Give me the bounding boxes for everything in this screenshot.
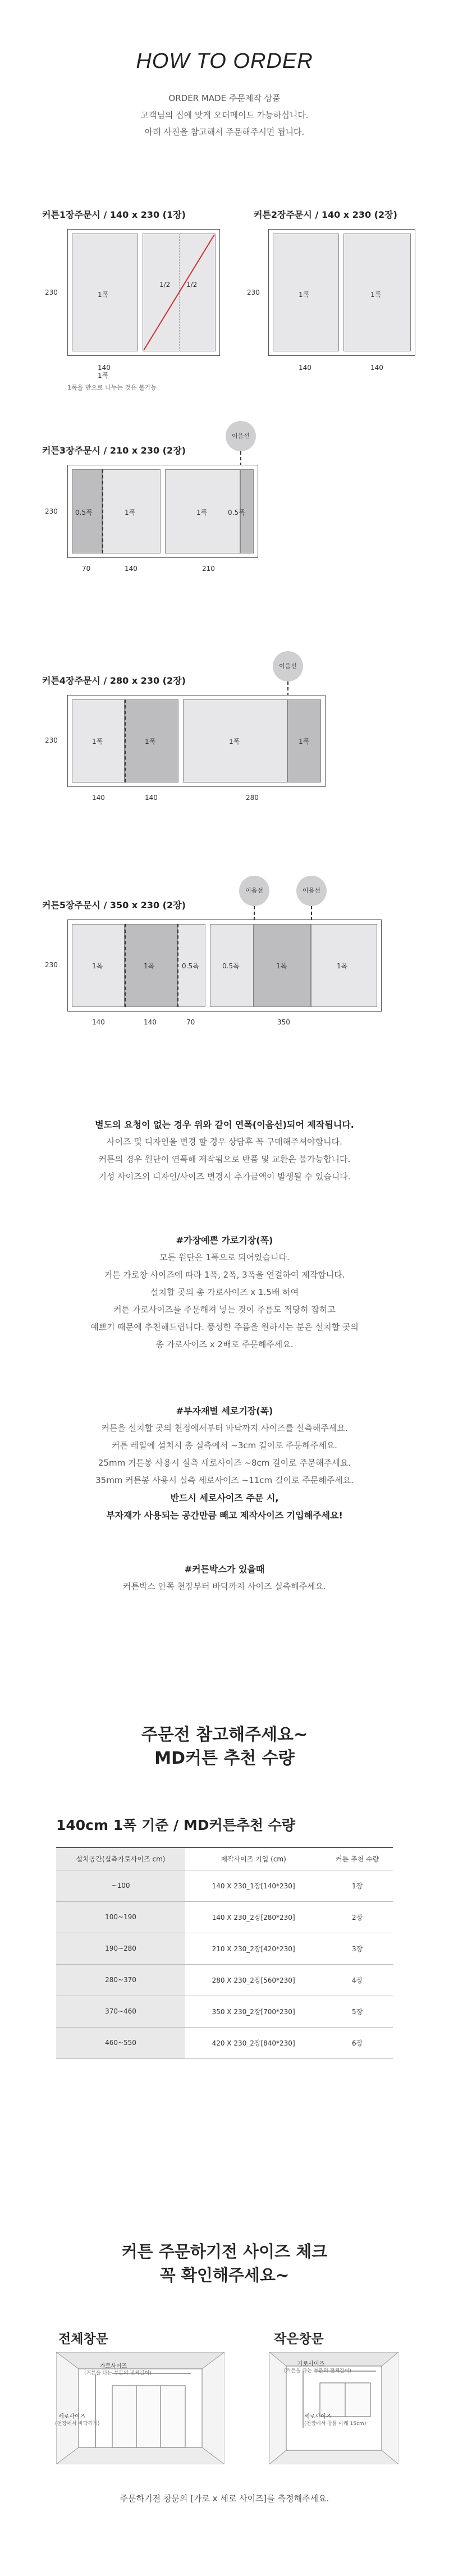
diagram-5-width-1: 140 [92, 1018, 105, 1026]
notes-height [0, 1402, 449, 1524]
notes-line: 35mm 커튼봉 사용시 실측 세로사이즈 ~11cm 길이로 주문해주세요. [95, 1475, 354, 1485]
diagram-3-width-2: 140 [125, 565, 138, 573]
small-horiz-note: (커튼을 다는 부분의 전체길이) [284, 2368, 351, 2374]
small-vert-note: (천장에서 창틀 아래 15cm) [304, 2421, 366, 2427]
recommend-heading-line: MD커튼 추천 수량 [154, 1749, 295, 1768]
diagram-3-title: 커튼3장주문시 / 210 x 230 (2장) [42, 445, 186, 456]
diagram-4-join-marker: 이음선 [273, 651, 303, 681]
diagram-2-title: 커튼2장주문시 / 140 x 230 (2장) [254, 209, 397, 220]
diagram-5-height: 230 [45, 961, 58, 969]
diagram-2-height: 230 [247, 289, 260, 296]
diagram-5-half-label: 0.5폭 [182, 962, 199, 970]
table-cell: 350 X 230_2장[700*230] [185, 1996, 322, 2027]
diagram-3-width-1: 70 [82, 565, 91, 573]
notes-line: 커튼의 경우 원단이 연폭해 제작됨으로 반품 및 교환은 불가능합니다. [98, 1154, 351, 1164]
small-horiz-label: 가로사이즈 [297, 2361, 325, 2367]
small-window-title: 작은창문 [274, 2332, 324, 2346]
check-heading [0, 2240, 449, 2287]
diagram-2-panel-label: 1폭 [370, 291, 382, 299]
page-title: HOW TO ORDER [136, 49, 313, 73]
diagram-5-width-3: 70 [186, 1018, 195, 1026]
diagram-4-full-label: 1폭 [299, 738, 310, 745]
notes-line: 설치할 곳의 총 가로사이즈 x 1.5배 하여 [150, 1287, 299, 1297]
notes-width [0, 1232, 449, 1353]
diagram-5-seam [125, 924, 126, 1007]
diagram-5-join-marker-2: 이음선 [296, 876, 327, 906]
diagram-3-half-label: 0.5폭 [228, 509, 245, 516]
table-cell: 140 X 230_1장[140*230] [185, 1870, 322, 1901]
table-cell: 190~280 [56, 1933, 185, 1964]
diagram-4-full-label: 1폭 [92, 738, 103, 745]
diagram-5-width-2: 140 [144, 1018, 157, 1026]
table-header: 설치공간(실측가로사이즈 cm) [56, 1847, 185, 1870]
diagram-3-full-label: 1폭 [196, 509, 208, 516]
diagram-1-title: 커튼1장주문시 / 140 x 230 (1장) [42, 209, 186, 220]
table-row [56, 1901, 393, 1933]
check-heading-line: 커튼 주문하기전 사이즈 체크 [121, 2242, 328, 2261]
table-row [56, 1933, 393, 1964]
diagram-1-half-label: 1/2 [159, 281, 171, 289]
table-cell: 4장 [322, 1964, 393, 1996]
diagram-4-height: 230 [45, 736, 58, 744]
table-cell: ~100 [56, 1870, 185, 1901]
table-cell: 210 X 230_2장[420*230] [185, 1933, 322, 1964]
full-vert-label: 세로사이즈 [58, 2414, 86, 2420]
notes-line: 25mm 커튼봉 사용시 실측 세로사이즈 ~8cm 길이로 주문해주세요. [98, 1458, 351, 1468]
diagram-4-width-3: 280 [246, 794, 259, 802]
diagram-3-width-3: 210 [202, 565, 215, 573]
diagram-4-full-label: 1폭 [229, 738, 240, 745]
full-horiz-label: 가로사이즈 [100, 2363, 127, 2369]
table-cell: 140 X 230_2장[280*230] [185, 1901, 322, 1933]
table-row [56, 1964, 393, 1996]
diagram-3-half-label: 0.5폭 [75, 509, 93, 516]
diagram-2-panel-label: 1폭 [299, 291, 310, 299]
diagram-5-full-label: 1폭 [276, 962, 287, 970]
diagram-1-cross-mark [143, 234, 216, 351]
diagram-3-height: 230 [45, 507, 58, 515]
table-cell: 3장 [322, 1933, 393, 1964]
table-cell: 420 X 230_2장[840*230] [185, 2027, 322, 2058]
diagram-1-height: 230 [45, 289, 58, 296]
recommend-heading-line: 주문전 참고해주세요~ [141, 1725, 308, 1745]
notes-line: 사이즈 및 디자인을 변경 할 경우 상담후 꼭 구매해주셔야합니다. [107, 1137, 342, 1147]
recommend-heading [0, 1723, 449, 1770]
check-heading-line: 꼭 확인해주세요~ [159, 2266, 290, 2285]
table-cell: 280~370 [56, 1964, 185, 1996]
intro-line: 고객님의 집에 맞게 오더메이드 가능하십니다. [140, 110, 309, 120]
full-vert-note: (천장에서 바닥까지) [55, 2421, 100, 2427]
diagram-5-full-label: 1폭 [92, 962, 103, 970]
diagram-5-full-label: 1폭 [337, 962, 348, 970]
notes-line: 모든 원단은 1폭으로 되어있습니다. [159, 1252, 290, 1262]
table-row [56, 1996, 393, 2027]
table-cell: 460~550 [56, 2027, 185, 2058]
table-cell: 1장 [322, 1870, 393, 1901]
diagram-5-join-marker-1: 이음선 [239, 876, 269, 906]
full-horiz-note: (커튼을 다는 부분의 전체길이) [84, 2371, 152, 2376]
diagram-5-width-4: 350 [277, 1018, 290, 1026]
measure-caption: 주문하기전 창문의 [가로 x 세로 사이즈]를 측정해주세요. [120, 2493, 329, 2504]
recommend-table [56, 1847, 393, 2059]
notes-height-heading: #부자재별 세로기장(폭) [176, 1406, 273, 1416]
diagram-1-panel-label: 1폭 [98, 291, 109, 299]
diagram-1-half-label: 1/2 [186, 281, 198, 289]
notes-box [0, 1561, 449, 1595]
table-row [56, 2027, 393, 2058]
diagram-4-width-1: 140 [92, 794, 105, 802]
diagram-5-seam [177, 924, 178, 1007]
table-cell: 280 X 230_2장[560*230] [185, 1964, 322, 1996]
table-cell: 6장 [322, 2027, 393, 2058]
notes-line: 커튼박스 안쪽 천장부터 바닥까지 사이즈 실측해주세요. [123, 1581, 326, 1591]
diagram-4-seam [125, 699, 126, 783]
diagram-1-note: 1폭을 반으로 나누는 것은 불가능 [67, 384, 157, 391]
diagram-5-full-label: 1폭 [144, 962, 155, 970]
notes-box-heading: #커튼박스가 있을때 [184, 1564, 265, 1575]
diagram-3-join-marker: 이음선 [226, 421, 256, 451]
notes-general-heading: 별도의 요청이 없는 경우 위와 같이 연폭(이음선)되어 제작됩니다. [95, 1119, 354, 1130]
notes-line: 기성 사이즈외 디자인/사이즈 변경시 추가금액이 발생될 수 있습니다. [98, 1172, 351, 1182]
table-cell: 2장 [322, 1901, 393, 1933]
table-header-row [56, 1847, 393, 1870]
diagram-1-width: 140 [98, 364, 111, 372]
diagram-2-width-1: 140 [299, 364, 311, 372]
notes-height-warning: 부자재가 사용되는 공간만큼 빼고 제작사이즈 기입해주세요! [106, 1510, 343, 1521]
diagram-2-width-2: 140 [370, 364, 383, 372]
diagram-1-width-unit: 1폭 [98, 372, 109, 379]
notes-height-warning: 반드시 세로사이즈 주문 시, [170, 1493, 279, 1503]
diagram-4-full-label: 1폭 [145, 738, 156, 745]
intro-line: ORDER MADE 주문제작 상품 [168, 93, 281, 103]
diagram-4-width-2: 140 [145, 794, 158, 802]
diagram-5-half-label: 0.5폭 [222, 962, 240, 970]
intro-line: 아래 사진을 참고해서 주문해주시면 됩니다. [144, 127, 305, 137]
diagram-3-full-label: 1폭 [125, 509, 136, 516]
recommend-table-title: 140cm 1폭 기준 / MD커튼추천 수량 [56, 1817, 296, 1833]
table-header: 커튼 추천 수량 [322, 1847, 393, 1870]
notes-line: 커튼 가로창 사이즈에 따라 1폭, 2폭, 3폭을 연결하여 제작합니다. [104, 1270, 345, 1280]
notes-width-heading: #가장예쁜 가로기장(폭) [176, 1235, 273, 1246]
notes-line: 총 가로사이즈 x 2배로 주문해주세요. [155, 1339, 294, 1349]
diagram-3-seam [102, 469, 103, 553]
notes-line: 커튼을 설치할 곳의 천정에서부터 바닥까지 사이즈를 실측해주세요. [101, 1423, 348, 1433]
table-cell: 5장 [322, 1996, 393, 2027]
table-cell: 370~460 [56, 1996, 185, 2027]
notes-general [0, 1116, 449, 1186]
diagram-5-title: 커튼5장주문시 / 350 x 230 (2장) [42, 900, 186, 910]
intro-text [0, 90, 449, 140]
notes-line: 예쁘기 때문에 추천해드립니다. 풍성한 주름을 원하시는 분은 설치할 곳의 [90, 1322, 359, 1332]
notes-line: 커튼 레일에 설치시 총 실측에서 ~3cm 길이로 주문해주세요. [112, 1440, 337, 1451]
table-row [56, 1870, 393, 1901]
table-cell: 100~190 [56, 1901, 185, 1933]
notes-line: 커튼 가로사이즈를 주문해져 넣는 것이 주름도 적당히 잡히고 [113, 1305, 336, 1315]
small-vert-label: 세로사이즈 [304, 2414, 332, 2420]
full-window-title: 전체창문 [58, 2332, 108, 2346]
table-header: 제작사이즈 기입 (cm) [185, 1847, 322, 1870]
diagram-4-title: 커튼4장주문시 / 280 x 230 (2장) [42, 675, 186, 686]
